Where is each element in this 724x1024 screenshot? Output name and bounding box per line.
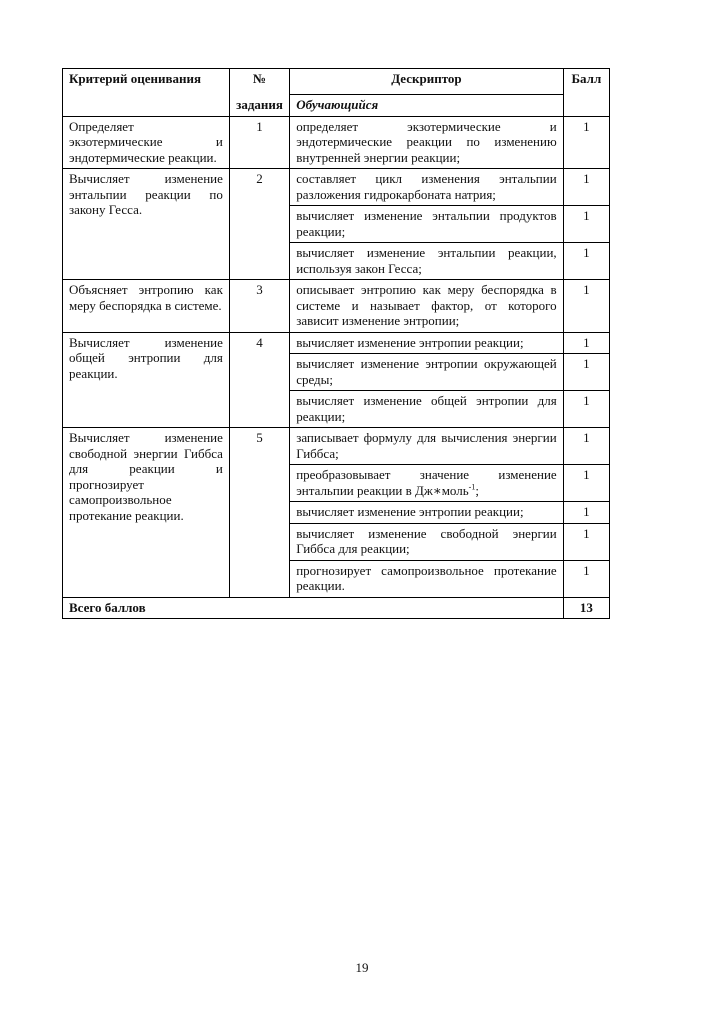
descriptor-text: вычисляет изменение свободной энергии Гиббса для реакции; — [296, 525, 557, 556]
criterion-cell: Объясняет энтропию как меру беспорядка в системе. — [63, 280, 230, 333]
score-cell: 1 — [563, 354, 609, 391]
grading-table — [62, 68, 610, 619]
task-number-cell: 5 — [229, 428, 289, 598]
number-header: № — [229, 69, 289, 95]
score-cell: 1 — [563, 502, 609, 524]
score-cell: 1 — [563, 391, 609, 428]
descriptor-cell — [290, 502, 564, 524]
descriptor-cell — [290, 280, 564, 333]
descriptor-text: вычисляет изменение энтропии реакции; — [296, 504, 524, 519]
header-row — [63, 69, 610, 95]
criterion-cell: Вычисляет изменение общей энтропии для реакции. — [63, 332, 230, 428]
score-cell: 1 — [563, 206, 609, 243]
descriptor-text: составляет цикл изменения энтальпии разложения гидрокарбоната натрия; — [296, 171, 557, 202]
descriptor-text: вычисляет изменение общей энтропии для реакции; — [296, 393, 557, 424]
criterion-cell: Вычисляет изменение энтальпии реакции по закону Гесса. — [63, 169, 230, 280]
descriptor-cell — [290, 523, 564, 560]
score-cell: 1 — [563, 332, 609, 354]
task-number-cell: 4 — [229, 332, 289, 428]
score-cell: 1 — [563, 243, 609, 280]
score-cell: 1 — [563, 169, 609, 206]
number-header-line2: задания — [229, 95, 289, 117]
descriptor-cell — [290, 243, 564, 280]
descriptor-superscript: -1 — [468, 482, 476, 492]
score-cell: 1 — [563, 428, 609, 465]
score-header: Балл — [563, 69, 609, 117]
total-row — [63, 597, 610, 619]
task-number-cell: 2 — [229, 169, 289, 280]
total-label: Всего баллов — [63, 597, 564, 619]
descriptor-text: записывает формулу для вычисления энергии Гиббса; — [296, 430, 557, 461]
criterion-cell: Вычисляет изменение свободной энергии Гиббса для реакции и прогнозирует самопроизвольное протекание реакции. — [63, 428, 230, 598]
task-number-cell: 1 — [229, 116, 289, 169]
descriptor-text-suffix: ; — [475, 482, 479, 498]
descriptor-cell — [290, 560, 564, 597]
descriptor-text: вычисляет изменение энтальпии реакции, используя закон Гесса; — [296, 245, 557, 276]
descriptor-cell — [290, 354, 564, 391]
table-row — [63, 332, 610, 354]
table-row — [63, 280, 610, 333]
descriptor-cell — [290, 391, 564, 428]
score-cell: 1 — [563, 116, 609, 169]
descriptor-text: определяет экзотермические и эндотермические реакции по изменению внутренней энергии реакции; — [296, 118, 557, 165]
learner-subheader: Обучающийся — [290, 95, 564, 117]
score-cell: 1 — [563, 523, 609, 560]
grading-table-body — [63, 69, 610, 619]
table-row — [63, 169, 610, 206]
descriptor-header: Дескриптор — [290, 69, 564, 95]
table-row — [63, 428, 610, 465]
descriptor-text: описывает энтропию как меру беспорядка в системе и называет фактор, от которого зависит изменение энтропии; — [296, 282, 557, 328]
descriptor-text: преобразовывает значение изменение энтальпии реакции в Дж∗моль — [296, 467, 557, 498]
total-score: 13 — [563, 597, 609, 619]
descriptor-text: вычисляет изменение энтальпии продуктов реакции; — [296, 208, 557, 239]
score-cell: 1 — [563, 280, 609, 333]
score-cell: 1 — [563, 465, 609, 502]
descriptor-cell — [290, 169, 564, 206]
descriptor-cell — [290, 332, 564, 354]
descriptor-cell — [290, 116, 564, 169]
score-cell: 1 — [563, 560, 609, 597]
page-number: 19 — [355, 960, 369, 975]
descriptor-cell — [290, 428, 564, 465]
descriptor-cell — [290, 465, 564, 502]
table-row — [63, 116, 610, 169]
descriptor-cell — [290, 206, 564, 243]
descriptor-text: прогнозирует самопроизвольное протекание реакции. — [296, 562, 557, 593]
task-number-cell: 3 — [229, 280, 289, 333]
descriptor-text: вычисляет изменение энтропии окружающей среды; — [296, 356, 557, 387]
descriptor-text: вычисляет изменение энтропии реакции; — [296, 334, 524, 350]
criterion-cell: Определяет экзотермические и эндотермические реакции. — [63, 116, 230, 169]
criterion-header: Критерий оценивания — [63, 69, 230, 117]
